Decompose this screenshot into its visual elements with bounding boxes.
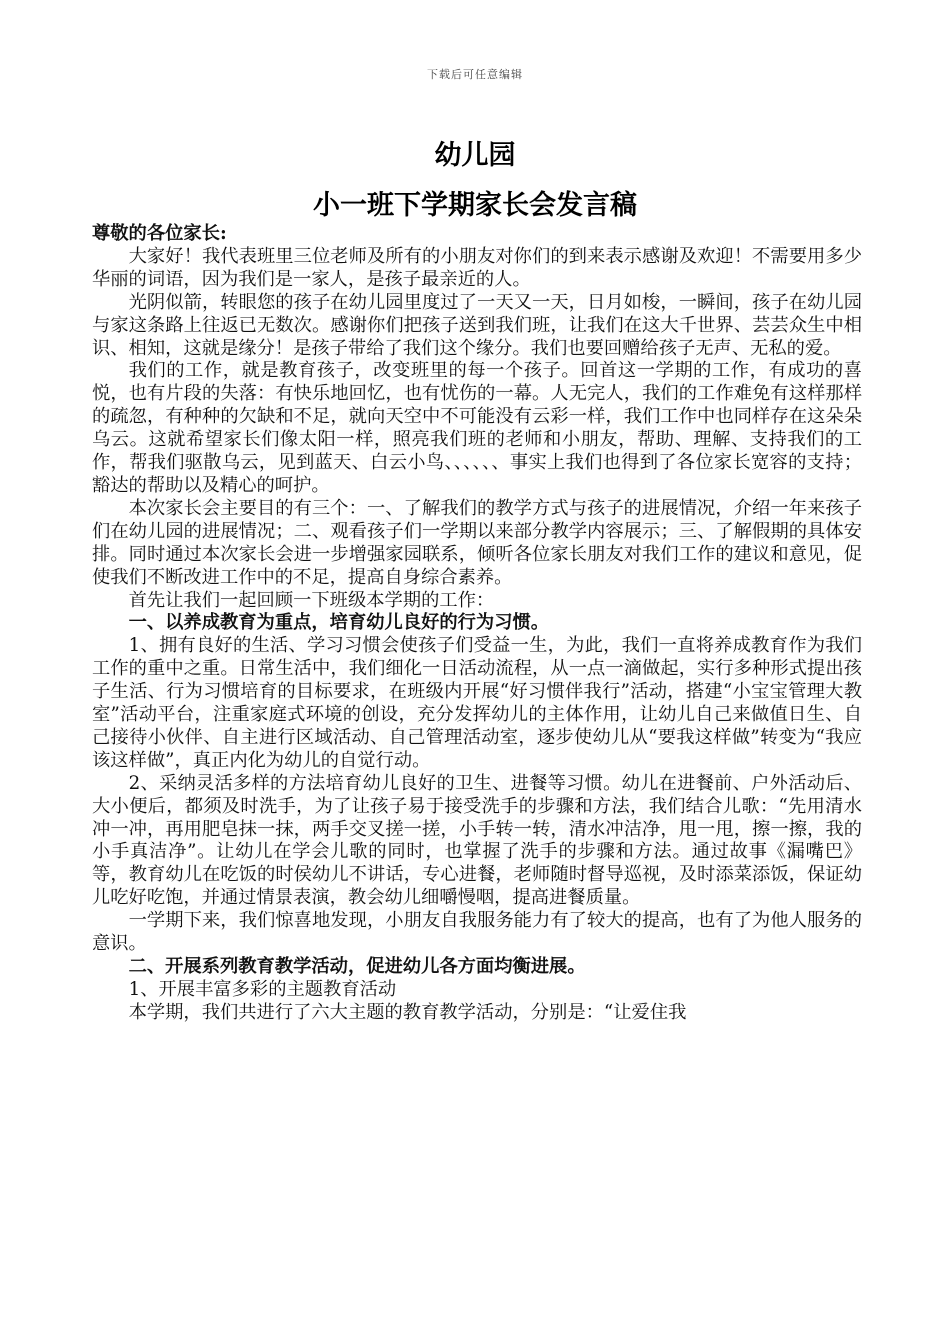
paragraph-greeting: 大家好！我代表班里三位老师及所有的小朋友对你们的到来表示感谢及欢迎！不需要用多少华丽的词语，因为我们是一家人，是孩子最亲近的人。 [92, 245, 862, 290]
paragraph-purpose: 本次家长会主要目的有三个：一、了解我们的教学方式与孩子的进展情况，介绍一年来孩子们在幼儿园的进展情况；二、观看孩子们一学期以来部分教学内容展示；三、了解假期的具体安排。同时通过本次家长会进一步增强家园联系，倾听各位家长朋友对我们工作的建议和意见，促使我们不断改进工作中的不足，提高自身综合素养。 [92, 497, 862, 588]
document-body [92, 223, 862, 1025]
paragraph-habits: 1、拥有良好的生活、学习习惯会使孩子们受益一生，为此，我们一直将养成教育作为我们工作的重中之重。日常生活中，我们细化一日活动流程，从一点一滴做起，实行多种形式提出孩子生活、行为习惯培育的目标要求，在班级内开展“好习惯伴我行”活动，搭建“小宝宝管理大教室”活动平台，注重家庭式环境的创设，充分发挥幼儿的主体作用，让幼儿自己来做值日生、自己接待小伙伴、自主进行区域活动、自己管理活动室，逐步使幼儿从“要我这样做”转变为“我应该这样做”，真正内化为幼儿的自觉行动。 [92, 635, 862, 771]
paragraph-themes-title: 1、开展丰富多彩的主题教育活动 [128, 978, 397, 1000]
document-title-line1: 幼儿园 [434, 140, 516, 171]
paragraph-work: 我们的工作，就是教育孩子，改变班里的每一个孩子。回首这一学期的工作，有成功的喜悦，也有片段的失落：有快乐地回忆，也有忧伤的一幕。人无完人，我们的工作难免有这样那样的疏忽，有种种的欠缺和不足，就向天空中不可能没有云彩一样，我们工作中也同样存在这朵朵乌云。这就希望家长们像太阳一样，照亮我们班的老师和小朋友，帮助、理解、支持我们的工作，帮我们驱散乌云，见到蓝天、白云小鸟、、、、、、事实上我们也得到了各位家长宽容的支持；豁达的帮助以及精心的呵护。 [92, 360, 862, 496]
section-heading-1: 一、以养成教育为重点，培育幼儿良好的行为习惯。 [128, 612, 550, 634]
header-note: 下载后可任意编辑 [427, 68, 523, 81]
paragraph-hygiene: 2、采纳灵活多样的方法培育幼儿良好的卫生、进餐等习惯。幼儿在进餐前、户外活动后、大小便后，都须及时洗手，为了让孩子易于接受洗手的步骤和方法，我们结合儿歌：“先用清水冲一冲，再用肥皂抹一抹，两手交叉搓一搓，小手转一转，清水冲洁净，甩一甩，擦一擦，我的小手真洁净”。让幼儿在学会儿歌的同时，也掌握了洗手的步骤和方法。通过故事《漏嘴巴》等，教育幼儿在吃饭的时侯幼儿不讲话，专心进餐，老师随时督导巡视，及时添菜添饭，保证幼儿吃好吃饱，并通过情景表演，教会幼儿细嚼慢咽，提高进餐质量。 [92, 772, 862, 909]
document-title-line2: 小一班下学期家长会发言稿 [313, 190, 637, 221]
paragraph-result: 一学期下来，我们惊喜地发现，小朋友自我服务能力有了较大的提高，也有了为他人服务的意识。 [92, 910, 862, 955]
paragraph-review-intro: 首先让我们一起回顾一下班级本学期的工作： [128, 589, 495, 611]
paragraph-time: 光阴似箭，转眼您的孩子在幼儿园里度过了一天又一天，日月如梭，一瞬间，孩子在幼儿园与家这条路上往返已无数次。感谢你们把孩子送到我们班，让我们在这大千世界、芸芸众生中相识、相知，这就是缘分！是孩子带给了我们这个缘分。我们也要回赠给孩子无声、无私的爱。 [92, 291, 862, 359]
section-heading-2: 二、开展系列教育教学活动，促进幼儿各方面均衡进展。 [128, 956, 586, 977]
paragraph-themes: 本学期，我们共进行了六大主题的教育教学活动，分别是：“让爱住我 [128, 1001, 687, 1023]
salutation: 尊敬的各位家长: [92, 223, 227, 244]
